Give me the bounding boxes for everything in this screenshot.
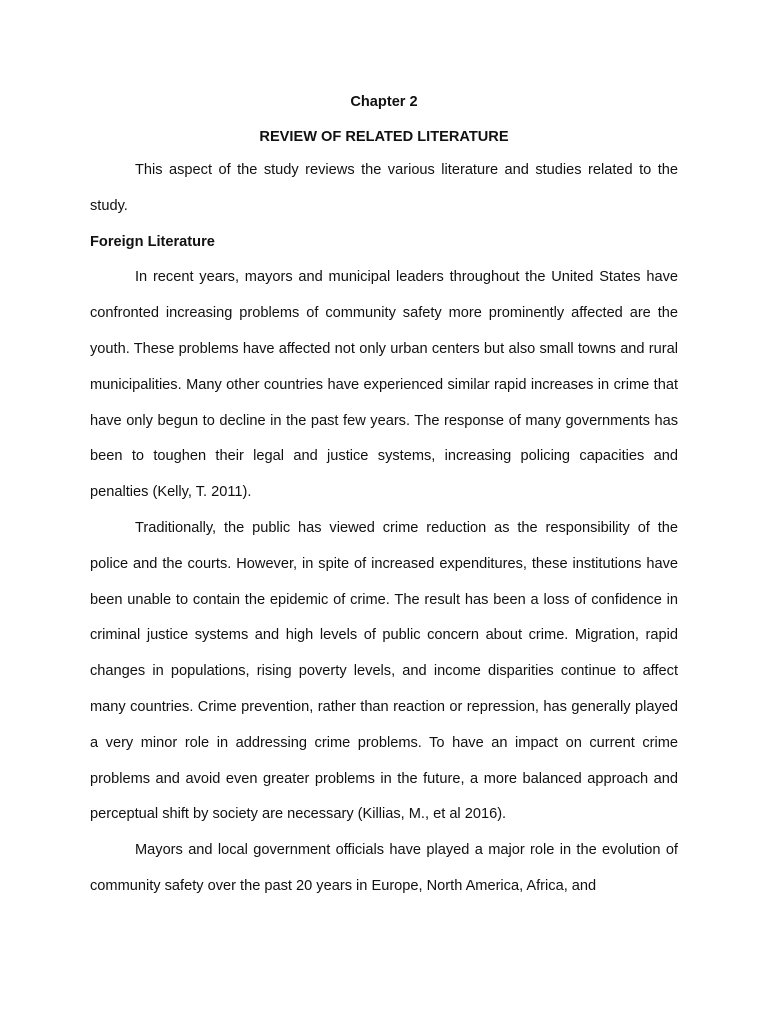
document-content [90, 92, 678, 905]
paragraph-2: Traditionally, the public has viewed crime reduction as the responsibility of the police and the courts. However, in spite of increased expenditures, these institutions have been unable to contain the epidemic of crime. The result has been a loss of confidence in criminal justice systems and high levels of public concern about crime. Migration, rapid changes in populations, rising poverty levels, and income disparities continue to affect many countries. Crime prevention, rather than reaction or repression, has generally played a very minor role in addressing crime problems. To have an impact on current crime problems and avoid even greater problems in the future, a more balanced approach and perceptual shift by society are necessary (Killias, M., et al 2016). [90, 519, 678, 823]
paragraph-1: In recent years, mayors and municipal leaders throughout the United States have confronted increasing problems of community safety more prominently affected are the youth. These problems have affected not only urban centers but also small towns and rural municipalities. Many other countries have experienced similar rapid increases in crime that have only begun to decline in the past few years. The response of many governments has been to toughen their legal and justice systems, increasing policing capacities and penalties (Kelly, T. 2011). [90, 269, 678, 501]
paragraph-3: Mayors and local government officials have played a major role in the evolution of community safety over the past 20 years in Europe, North America, Africa, and [90, 842, 678, 894]
section-heading: Foreign Literature [90, 233, 215, 250]
intro-paragraph: This aspect of the study reviews the various literature and studies related to the study. [90, 162, 678, 214]
chapter-label: Chapter 2 [350, 94, 418, 110]
chapter-title: REVIEW OF RELATED LITERATURE [259, 129, 509, 145]
